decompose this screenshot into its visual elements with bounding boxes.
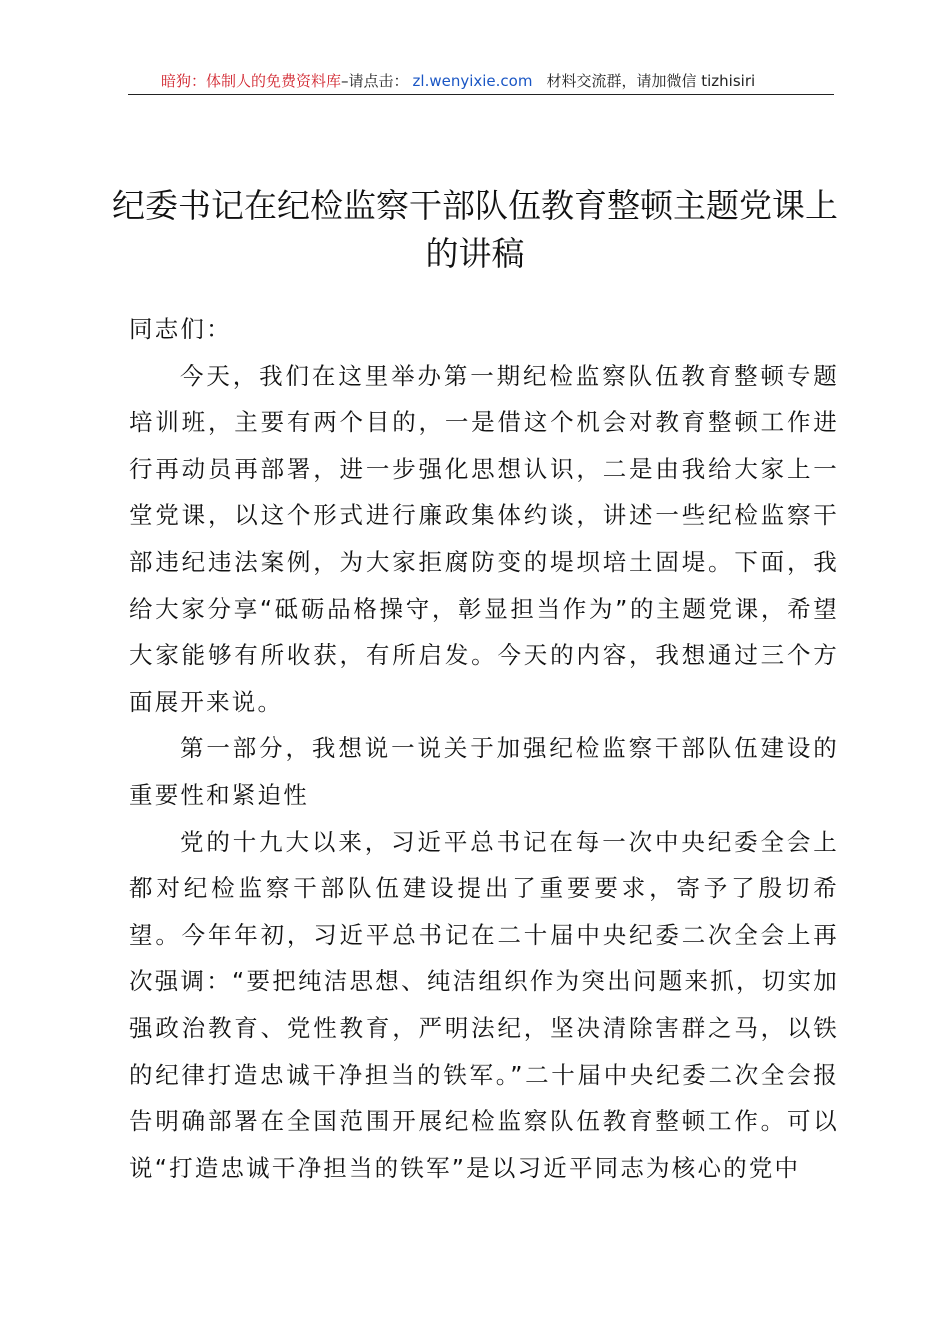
header-url-link[interactable]: zl.wenyixie.com [412, 72, 533, 90]
document-title: 纪委书记在纪检监察干部队伍教育整顿主题党课上的讲稿 [112, 186, 838, 274]
paragraph-body: 党的十九大以来，习近平总书记在每一次中央纪委全会上都对纪检监察干部队伍建设提出了重要要求，寄予了殷切希望。今年年初，习近平总书记在二十届中央纪委二次全会上再次强调：“要把纯洁思想、纯洁组织作为突出问题来抓，切实加强政治教育、党性教育，严明法纪，坚决清除害群之马，以铁的纪律打造忠诚干净担当的铁军。”二十届中央纪委二次全会报告明确部署在全国范围开展纪检监察队伍教育整顿工作。可以说“打造忠诚干净担当的铁军”是以习近平同志为核心的党中 [129, 827, 839, 1182]
header-group-text: 材料交流群，请加微信 tizhisiri [546, 72, 756, 90]
document-body [129, 306, 839, 1191]
section-heading-part-one: 第一部分，我想说一说关于加强纪检监察干部队伍建设的重要性和紧迫性 [129, 734, 839, 809]
salutation: 同志们： [129, 315, 232, 343]
paragraph-intro: 今天，我们在这里举办第一期纪检监察队伍教育整顿专题培训班，主要有两个目的，一是借这个机会对教育整顿工作进行再动员再部署，进一步强化思想认识，二是由我给大家上一堂党课，以这个形式进行廉政集体约谈，讲述一些纪检监察干部违纪违法案例，为大家拒腐防变的堤坝培土固堤。下面，我给大家分享“砥砺品格操守，彰显担当作为”的主题党课，希望大家能够有所收获，有所启发。今天的内容，我想通过三个方面展开来说。 [129, 361, 839, 716]
header-click-label: –请点击： [341, 72, 409, 90]
page-header [128, 68, 834, 95]
header-promo-text: 暗狗：体制人的免费资料库 [161, 72, 342, 90]
